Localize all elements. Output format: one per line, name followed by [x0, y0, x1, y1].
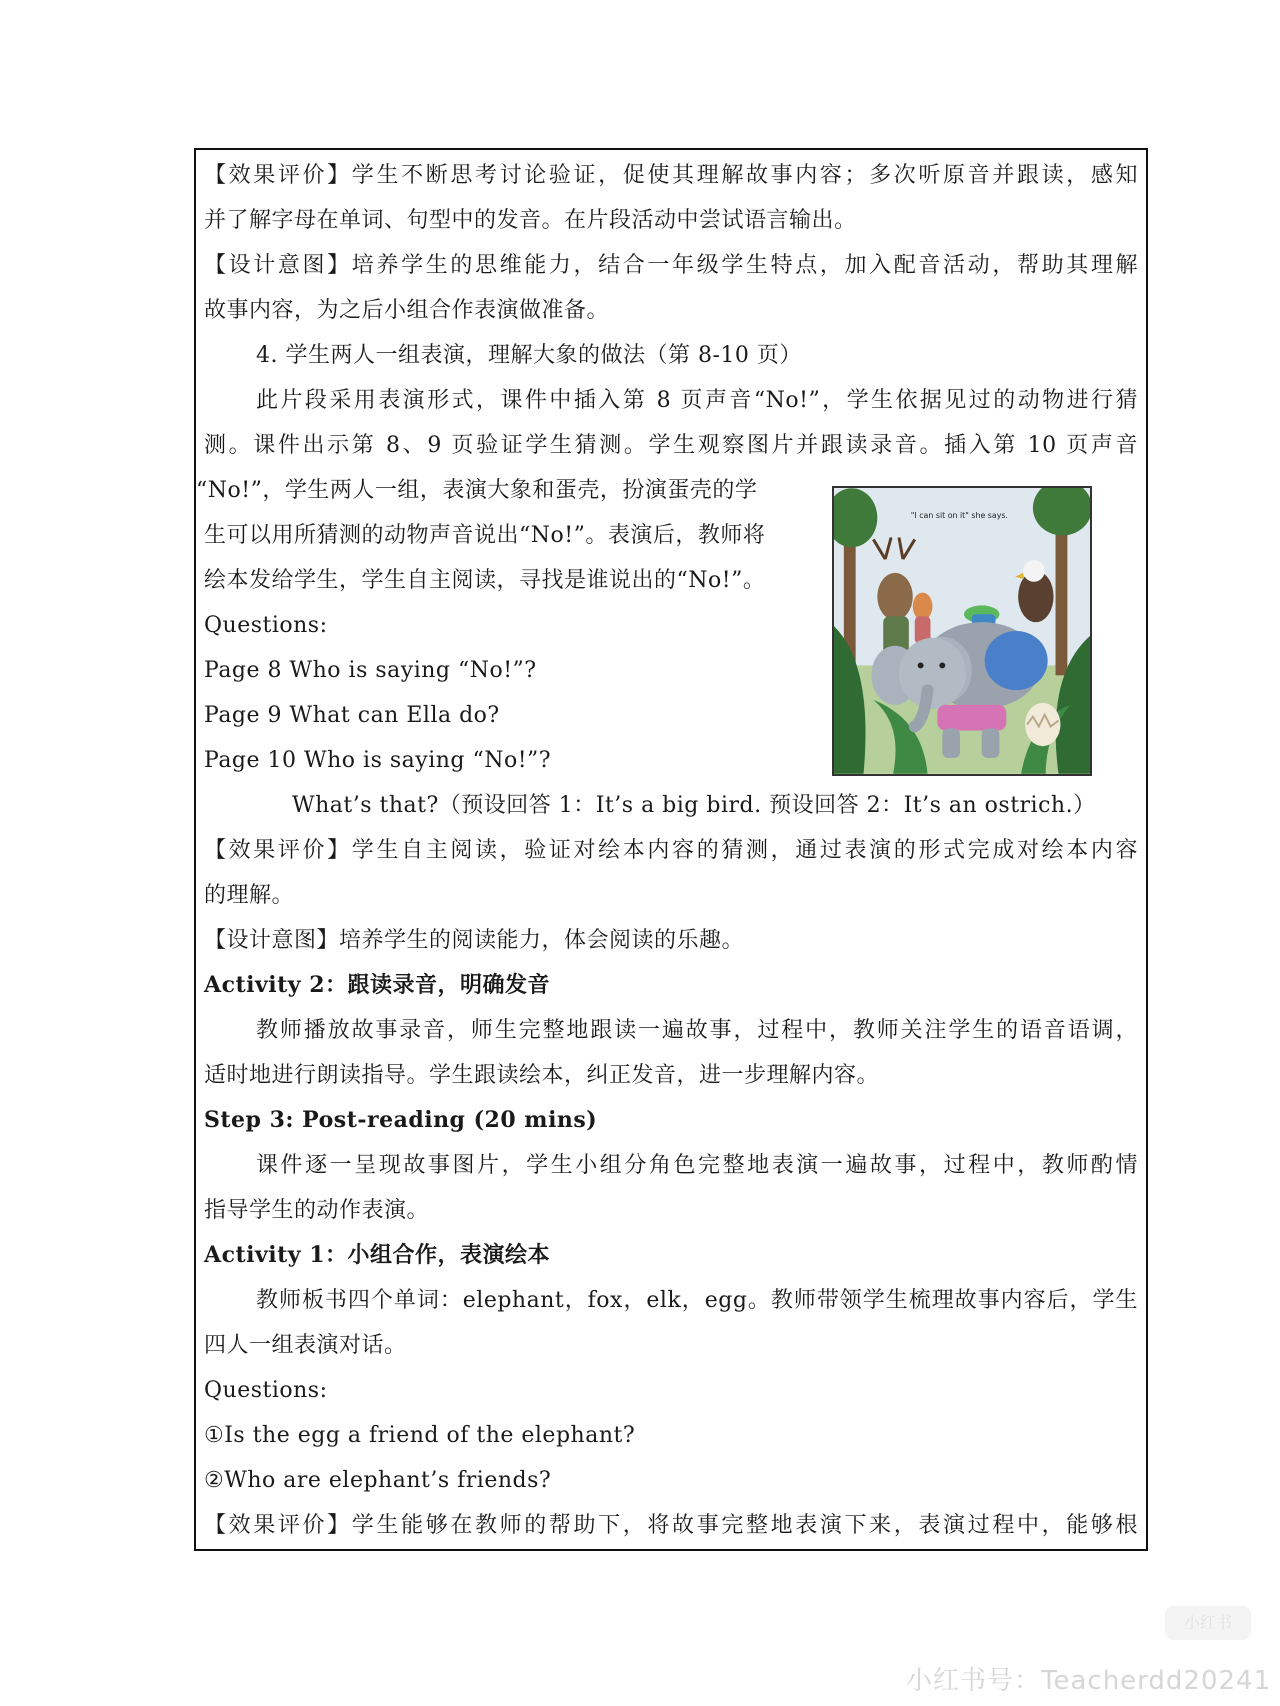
question-item: Page 8 Who is saying “No!”?: [204, 658, 537, 683]
question-item: ②Who are elephant’s friends?: [204, 1468, 552, 1493]
text-line: 故事内容，为之后小组合作表演做准备。: [204, 298, 610, 323]
text-line: 【设计意图】培养学生的阅读能力，体会阅读的乐趣。: [204, 928, 745, 953]
section-heading: 4. 学生两人一组表演，理解大象的做法（第 8-10 页）: [256, 343, 802, 368]
text-line: 课件逐一呈现故事图片，学生小组分角色完整地表演一遍故事，过程中，教师酌情: [256, 1153, 1138, 1178]
text-line: 此片段采用表演形式，课件中插入第 8 页声音“No!”，学生依据见过的动物进行猜: [256, 388, 1138, 413]
watermark-logo: 小红书: [1165, 1606, 1251, 1640]
text-line: 指导学生的动作表演。: [204, 1198, 430, 1223]
text-line: 绘本发给学生，学生自主阅读，寻找是谁说出的“No!”。: [204, 568, 766, 593]
activity-heading: Activity 2：跟读录音，明确发音: [204, 972, 551, 998]
questions-label: Questions:: [204, 1378, 328, 1403]
text-line: 并了解字母在单词、句型中的发音。在片段活动中尝试语言输出。: [204, 208, 857, 233]
story-illustration: [832, 486, 1092, 776]
elephant-illustration: [834, 488, 1090, 774]
watermark-text: 小红书号：Teacherdd20241: [906, 1666, 1272, 1696]
text-line: 测。课件出示第 8、9 页验证学生猜测。学生观察图片并跟读录音。插入第 10 页声音: [204, 433, 1138, 458]
text-line: 生可以用所猜测的动物声音说出“No!”。表演后，教师将: [204, 523, 766, 548]
step-heading: Step 3: Post-reading (20 mins): [204, 1107, 598, 1133]
text-line: 的理解。: [204, 883, 295, 908]
text-line: 【效果评价】学生能够在教师的帮助下，将故事完整地表演下来，表演过程中，能够根: [204, 1513, 1138, 1538]
text-line: 【效果评价】学生不断思考讨论验证，促使其理解故事内容；多次听原音并跟读，感知: [204, 163, 1138, 188]
activity-heading: Activity 1：小组合作，表演绘本: [204, 1242, 551, 1268]
text-line: 四人一组表演对话。: [204, 1333, 407, 1358]
question-item: Page 9 What can Ella do?: [204, 703, 500, 728]
question-item: ①Is the egg a friend of the elephant?: [204, 1423, 636, 1448]
question-item: What’s that?（预设回答 1：It’s a big bird. 预设回答 2：It’s an ostrich.）: [292, 793, 1096, 818]
text-line: 【设计意图】培养学生的思维能力，结合一年级学生特点，加入配音活动，帮助其理解: [204, 253, 1138, 278]
text-line: “No!”，学生两人一组，表演大象和蛋壳，扮演蛋壳的学: [196, 478, 758, 503]
text-line: 适时地进行朗读指导。学生跟读绘本，纠正发音，进一步理解内容。: [204, 1063, 880, 1088]
illustration-caption: "I can sit on it" she says.: [910, 510, 1008, 520]
text-line: 教师板书四个单词：elephant，fox，elk，egg。教师带领学生梳理故事内容后，学生: [256, 1288, 1138, 1313]
text-line: 教师播放故事录音，师生完整地跟读一遍故事，过程中，教师关注学生的语音语调，: [256, 1018, 1138, 1043]
text-line: 【效果评价】学生自主阅读，验证对绘本内容的猜测，通过表演的形式完成对绘本内容: [204, 838, 1138, 863]
question-item: Page 10 Who is saying “No!”?: [204, 748, 552, 773]
questions-label: Questions:: [204, 613, 328, 638]
